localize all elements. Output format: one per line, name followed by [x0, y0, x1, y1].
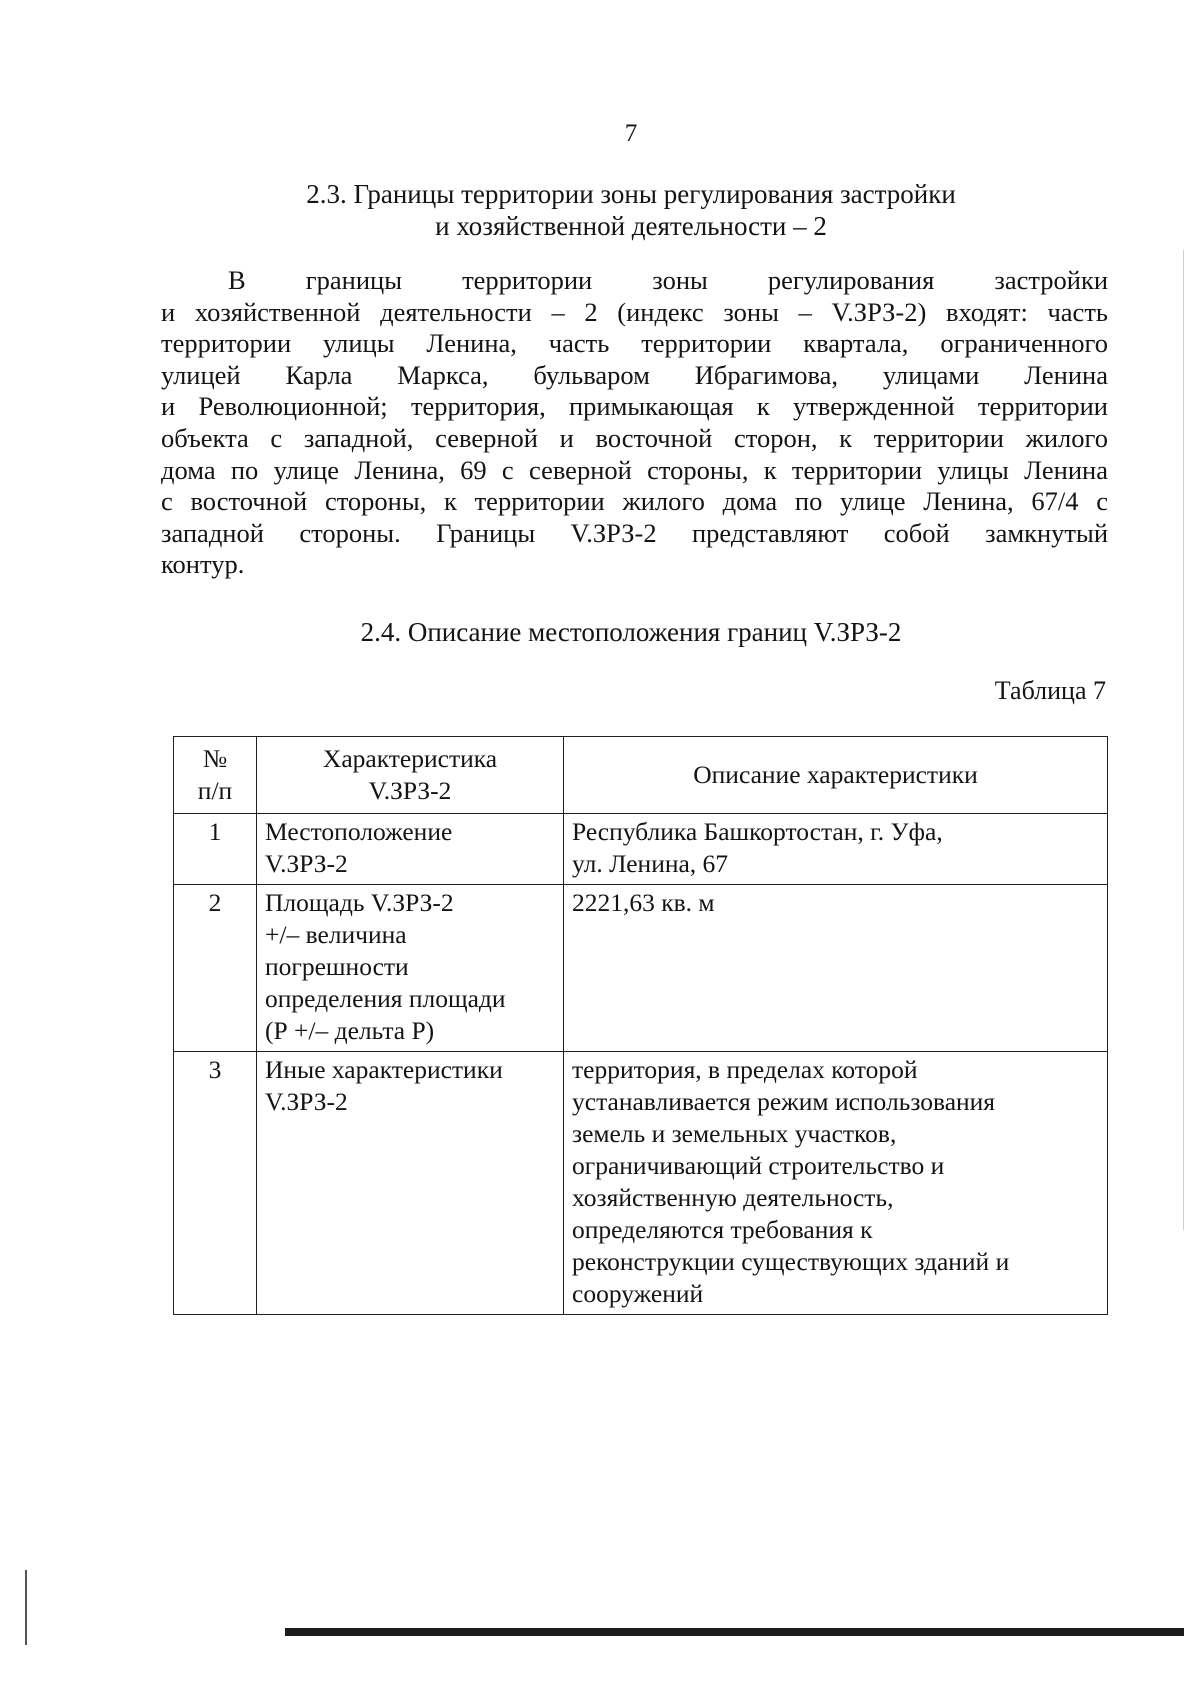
- section-2-3-heading-line-2: и хозяйственной деятельности – 2: [435, 211, 827, 241]
- scan-edge-line: [1183, 250, 1184, 1230]
- row-number: 2: [174, 885, 257, 1052]
- section-2-3-paragraph: [161, 265, 1108, 581]
- row-description: 2221,63 кв. м: [564, 885, 1108, 1052]
- page-number: 7: [624, 120, 638, 147]
- paragraph-line: В границы территории зоны регулирования застройки: [228, 265, 1108, 295]
- row-number: 1: [174, 814, 257, 885]
- row-description: территория, в пределах которой устанавливается режим использования земель и земельных участков, ограничивающий строительство и хозяйственную деятельность, определяются требования к реконструкции существующих зданий и сооружений: [564, 1052, 1108, 1315]
- row-characteristic: Площадь V.ЗРЗ-2 +/– величина погрешности определения площади (Р +/– дельта Р): [257, 885, 564, 1052]
- paragraph-line: с восточной стороны, к территории жилого дома по улице Ленина, 67/4 с: [161, 486, 1108, 517]
- table-row: [174, 885, 1108, 1052]
- paragraph-line: территории улицы Ленина, часть территории квартала, ограниченного: [161, 328, 1108, 359]
- section-2-4-heading: 2.4. Описание местоположения границ V.ЗРЗ-2: [360, 617, 902, 647]
- row-number: 3: [174, 1052, 257, 1315]
- paragraph-line: и Революционной; территория, примыкающая к утвержденной территории: [161, 391, 1108, 422]
- row-characteristic: Местоположение V.ЗРЗ-2: [257, 814, 564, 885]
- characteristics-table: [173, 736, 1108, 1315]
- paragraph-line: объекта с западной, северной и восточной сторон, к территории жилого: [161, 422, 1108, 453]
- section-2-3-heading: [0, 178, 1200, 242]
- table-row: [174, 1052, 1108, 1315]
- header-characteristic: Характеристика V.ЗРЗ-2: [257, 737, 564, 814]
- paragraph-line: и хозяйственной деятельности – 2 (индекс зоны – V.ЗРЗ-2) входят: часть: [161, 296, 1108, 327]
- section-2-3-heading-line-1: 2.3. Границы территории зоны регулирования застройки: [306, 179, 956, 209]
- paragraph-line: улицей Карла Маркса, бульваром Ибрагимова, улицами Ленина: [161, 359, 1108, 390]
- header-number: № п/п: [174, 737, 257, 814]
- paragraph-line: дома по улице Ленина, 69 с северной стороны, к территории улицы Ленина: [161, 454, 1108, 485]
- row-description: Республика Башкортостан, г. Уфа, ул. Ленина, 67: [564, 814, 1108, 885]
- paragraph-line: западной стороны. Границы V.ЗРЗ-2 представляют собой замкнутый: [161, 517, 1108, 548]
- row-characteristic: Иные характеристики V.ЗРЗ-2: [257, 1052, 564, 1315]
- table-header-row: [174, 737, 1108, 814]
- scan-margin-mark: [25, 1570, 27, 1645]
- table-row: [174, 814, 1108, 885]
- header-description: Описание характеристики: [564, 737, 1108, 814]
- footer-rule: [285, 1628, 1184, 1636]
- table-caption: Таблица 7: [994, 676, 1106, 705]
- paragraph-line: контур.: [161, 549, 245, 580]
